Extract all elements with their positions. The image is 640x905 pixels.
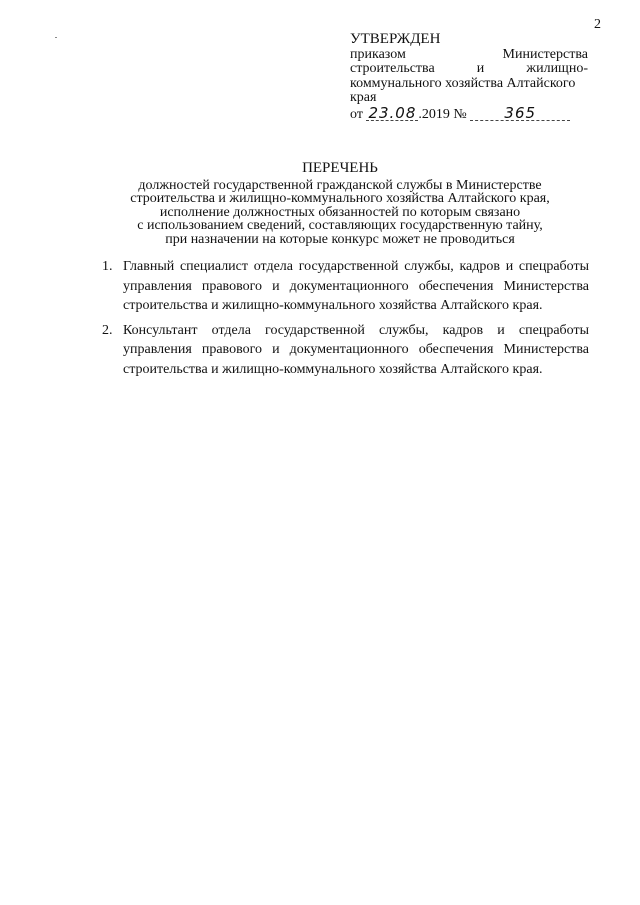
subtitle-line: строительства и жилищно-коммунального хозяйства Алтайского края, <box>130 191 550 206</box>
approval-line: приказом Министерства <box>350 46 588 62</box>
scan-mark <box>55 37 57 38</box>
approval-line: края <box>350 90 377 105</box>
handwritten-order-number: 365 <box>470 106 570 121</box>
subtitle-line: при назначении на которые конкурс может не проводиться <box>165 231 515 247</box>
page-number: 2 <box>594 17 601 32</box>
document-title: ПЕРЕЧЕНЬ <box>302 160 378 176</box>
date-prefix: от <box>350 106 363 122</box>
list-item-text: Консультант отдела государственной службы, кадров и спецработы управления правового и документационного обеспечения Министерства строительства и жилищно-коммунального хозяйства Алтайского края. <box>123 322 589 377</box>
document-title-block <box>90 162 590 246</box>
subtitle-line: должностей государственной гражданской службы в Министерстве <box>138 177 542 193</box>
list-item <box>102 257 589 316</box>
list-item-text: Главный специалист отдела государственной службы, кадров и спецработы управления правового и документационного обеспечения Министерства строительства и жилищно-коммунального хозяйства Алтайского края. <box>123 259 589 313</box>
subtitle-line: исполнение должностных обязанностей по которым связано <box>159 204 521 220</box>
approval-line: строительства и жилищно- <box>350 61 588 76</box>
subtitle-line: с использованием сведений, составляющих государственную тайну, <box>137 218 543 233</box>
approval-heading: УТВЕРЖДЕН <box>350 31 441 47</box>
handwritten-date: 23.08 <box>368 103 417 122</box>
list-item <box>102 321 589 380</box>
list-item-number: 1. <box>102 259 113 274</box>
approval-stamp <box>350 32 588 122</box>
list-item-number: 2. <box>102 322 113 338</box>
approval-line: коммунального хозяйства Алтайского <box>350 75 576 91</box>
approval-date-line <box>350 103 588 123</box>
positions-list <box>102 257 589 384</box>
date-suffix: .2019 № <box>418 106 467 122</box>
